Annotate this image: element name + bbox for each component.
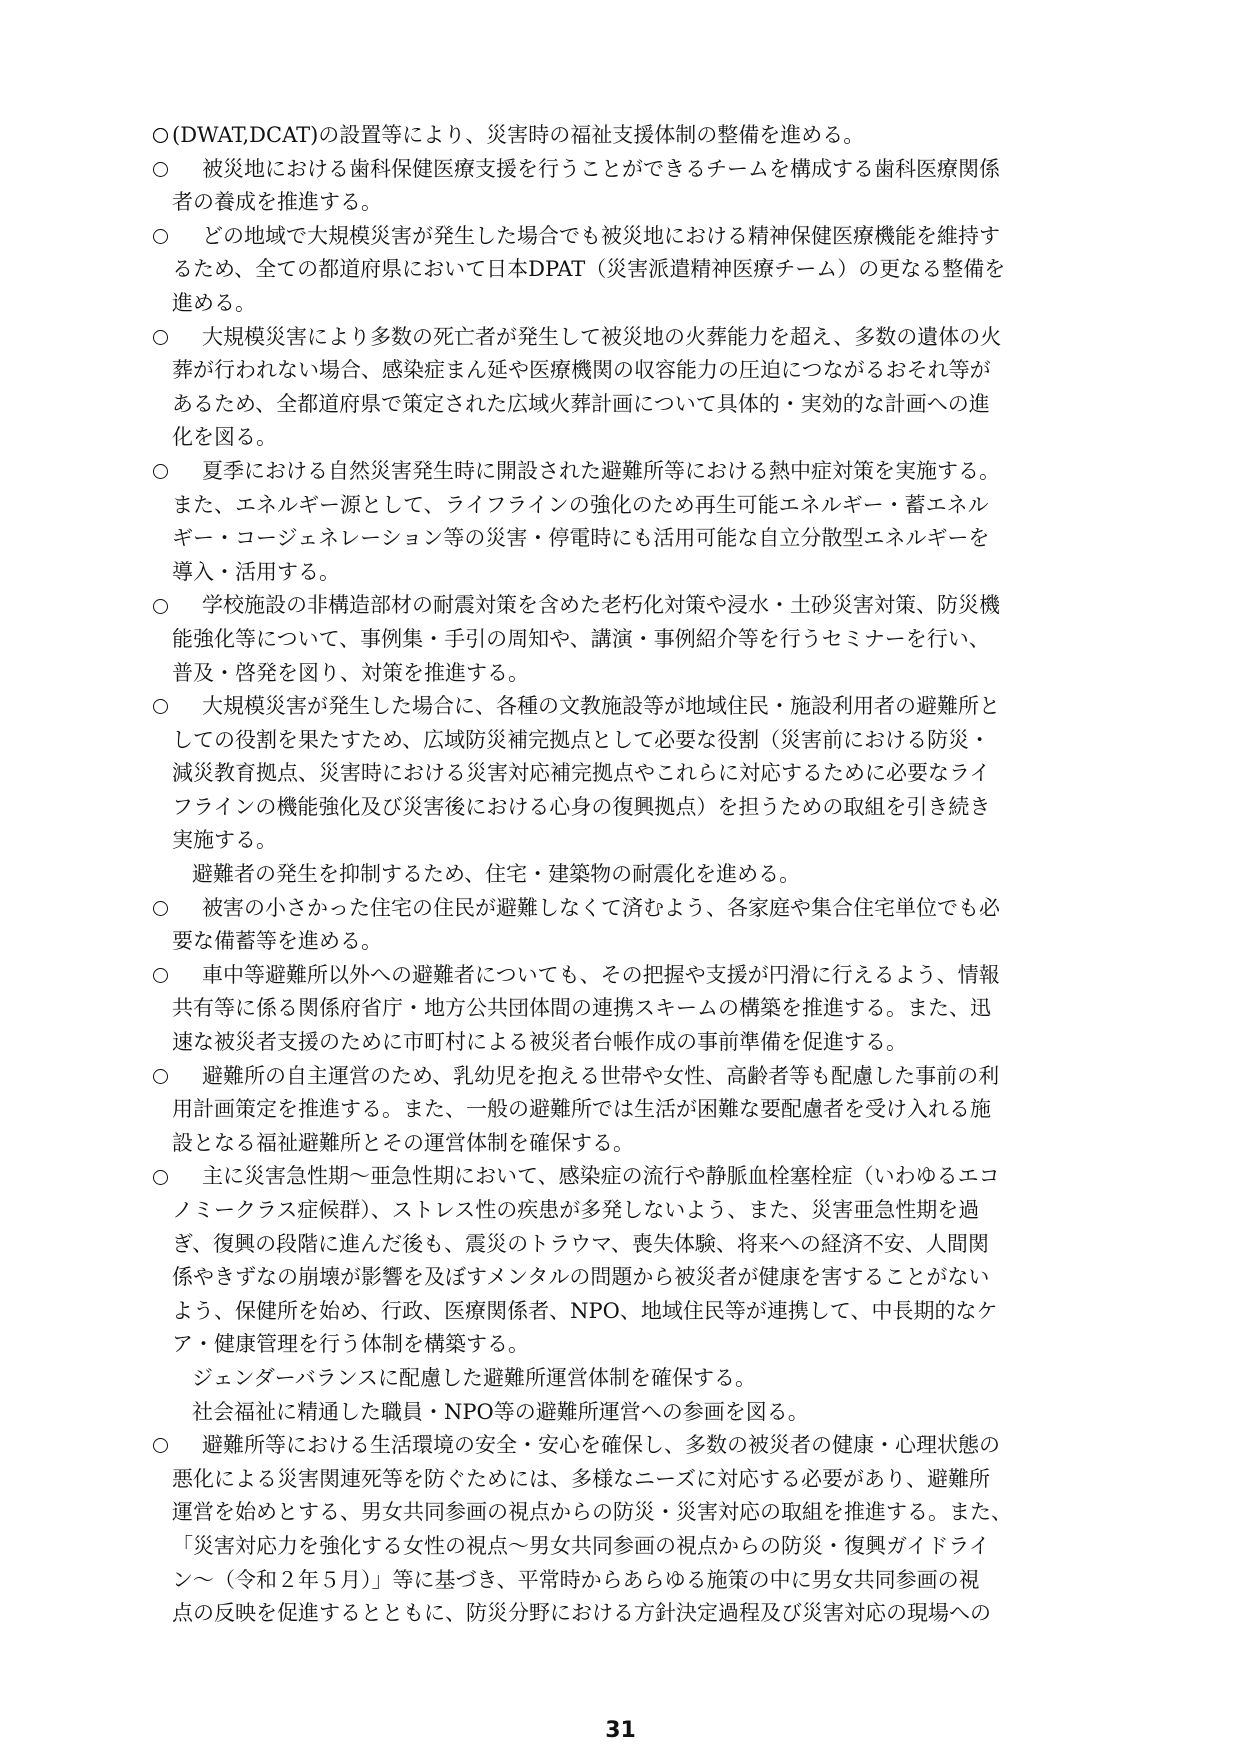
line-text: 避難所等における生活環境の安全・安心を確保し、多数の被災者の健康・心理状態の [202,1433,1000,1458]
line-text: ギー・コージェネレーション等の災害・停電時にも活用可能な自立分散型エネルギーを [172,526,990,551]
line-text: 悪化による災害関連死等を防ぐためには、多様なニーズに対応する必要があり、避難所 [172,1466,990,1491]
line-text: るため、全ての都道府県において日本DPAT（災害派遣精神医療チーム）の更なる整備を [172,257,1006,282]
bullet-line [150,1396,1095,1430]
circle-bullet-icon [150,589,172,623]
circle-bullet-icon [150,153,172,187]
body-text [150,119,1095,1631]
text-line [150,1295,1095,1329]
text-line [150,1261,1095,1295]
text-line [150,253,1095,287]
circle-bullet-icon [150,321,172,355]
text-line [150,186,1095,220]
line-text: 共有等に係る関係府省庁・地方公共団体間の連携スキームの構築を推進する。また、迅 [172,996,991,1021]
line-text: 化を図る。 [172,425,277,450]
line-text: また、エネルギー源として、ライフラインの強化のため再生可能エネルギー・蓄エネル [172,492,989,517]
text-line [150,1328,1095,1362]
circle-bullet-icon [150,690,172,724]
text-line [150,1026,1095,1060]
line-text: 「災害対応力を強化する女性の視点～男女共同参画の視点からの防災・復興ガイドライ [172,1533,990,1558]
line-text: 主に災害急性期～亜急性期において、感染症の流行や静脈血栓塞栓症（いわゆるエコ [202,1164,1000,1189]
circle-bullet-icon [150,455,172,489]
line-text: よう、保健所を始め、行政、医療関係者、NPO、地域住民等が連携して、中長期的なケ [172,1298,998,1323]
line-text: 大規模災害が発生した場合に、各種の文教施設等が地域住民・施設利用者の避難所と [202,694,1000,719]
text-line [150,354,1095,388]
text-line [150,623,1095,657]
bullet-line [150,321,1095,355]
line-text: 者の養成を推進する。 [172,190,382,215]
text-line [150,757,1095,791]
circle-bullet-icon [150,220,172,254]
line-text: 係やきずなの崩壊が影響を及ぼすメンタルの問題から被災者が健康を害することがない [172,1265,990,1290]
line-text: 車中等避難所以外への避難者についても、その把握や支援が円滑に行えるよう、情報 [202,962,1000,987]
page-number: 31 [605,1718,636,1743]
text-line [150,522,1095,556]
text-line [150,388,1095,422]
text-line [150,556,1095,590]
bullet-line [150,959,1095,993]
text-line [150,724,1095,758]
text-line [150,925,1095,959]
text-line [150,1530,1095,1564]
bullet-line [150,858,1095,892]
text-line [150,1127,1095,1161]
line-text: 避難所の自主運営のため、乳幼児を抱える世帯や女性、高齢者等も配慮した事前の利 [202,1063,1000,1088]
line-text: 速な被災者支援のために市町村による被災者台帳作成の事前準備を促進する。 [172,1030,907,1055]
line-text: 避難者の発生を抑制するため、住宅・建築物の耐震化を進める。 [192,862,801,887]
line-text: しての役割を果たすため、広域防災補完拠点として必要な役割（災害前における防災・ [172,727,991,752]
bullet-line [150,589,1095,623]
circle-bullet-icon [150,1429,172,1463]
line-text: 要な備蓄等を進める。 [172,929,382,954]
line-text: 用計画策定を推進する。また、一般の避難所では生活が困難な要配慮者を受け入れる施 [172,1097,991,1122]
line-text: ア・健康管理を行う体制を構築する。 [172,1332,529,1357]
bullet-line [150,690,1095,724]
bullet-line [150,455,1095,489]
text-line [150,119,1095,153]
line-text: ン～（令和２年５月）」等に基づき、平常時からあらゆる施策の中に男女共同参画の視 [172,1567,980,1592]
text-line [150,287,1095,321]
line-text: 葬が行われない場合、感染症まん延や医療機関の収容能力の圧迫につながるおそれ等が [172,358,991,383]
text-line [150,1093,1095,1127]
line-text: どの地域で大規模災害が発生した場合でも被災地における精神保健医療機能を維持す [202,223,1000,248]
circle-bullet-icon [150,959,172,993]
bullet-line [150,220,1095,254]
bullet-line [150,892,1095,926]
line-text: 大規模災害により多数の死亡者が発生して被災地の火葬能力を超え、多数の遺体の火 [202,324,1002,349]
line-text: 被害の小さかった住宅の住民が避難しなくて済むよう、各家庭や集合住宅単位でも必 [202,895,1000,920]
bullet-line [150,153,1095,187]
line-text: 普及・啓発を図り、対策を推進する。 [172,660,529,685]
line-text: 進める。 [172,290,256,315]
text-line [150,992,1095,1026]
bullet-line [150,1429,1095,1463]
text-line [150,1228,1095,1262]
text-line [150,1463,1095,1497]
text-line [150,1194,1095,1228]
text-line [150,1564,1095,1598]
text-line [150,657,1095,691]
line-text: 能強化等について、事例集・手引の周知や、講演・事例紹介等を行うセミナーを行い、 [172,626,990,651]
line-text: ぎ、復興の段階に進んだ後も、震災のトラウマ、喪失体験、将来への経済不安、人間関 [172,1231,989,1256]
text-line [150,791,1095,825]
text-line [150,1597,1095,1631]
line-text: ジェンダーバランスに配慮した避難所運営体制を確保する。 [192,1365,757,1390]
line-text: 社会福祉に精通した職員・NPO等の避難所運営への参画を図る。 [192,1399,809,1424]
line-text: 実施する。 [172,828,277,853]
line-text: (DWAT,DCAT)の設置等により、災害時の福祉支援体制の整備を進める。 [172,123,865,147]
line-text: 被災地における歯科保健医療支援を行うことができるチームを構成する歯科医療関係 [202,156,1000,181]
line-text: 導入・活用する。 [172,559,340,584]
circle-bullet-icon [150,1160,172,1194]
text-line [150,824,1095,858]
bullet-line [150,1362,1095,1396]
line-text: 減災教育拠点、災害時における災害対応補完拠点やこれらに対応するために必要なライ [172,761,991,786]
line-text: 夏季における自然災害発生時に開設された避難所等における熱中症対策を実施する。 [202,458,1000,483]
circle-bullet-icon [150,1060,172,1094]
line-text: 点の反映を促進するとともに、防災分野における方針決定過程及び災害対応の現場への [172,1601,991,1626]
text-line [150,489,1095,523]
line-text: 学校施設の非構造部材の耐震対策を含めた老朽化対策や浸水・土砂災害対策、防災機 [202,593,1000,618]
line-text: 運営を始めとする、男女共同参画の視点からの防災・災害対応の取組を推進する。また、 [172,1500,1012,1525]
line-text: あるため、全都道府県で策定された広域火葬計画について具体的・実効的な計画への進 [172,391,990,416]
text-line [150,421,1095,455]
line-text: ノミークラス症候群）、ストレス性の疾患が多発しないよう、また、災害亜急性期を過 [172,1198,980,1222]
text-line [150,1496,1095,1530]
bullet-line [150,1060,1095,1094]
line-text: 設となる福祉避難所とその運営体制を確保する。 [172,1130,634,1155]
line-text: フラインの機能強化及び災害後における心身の復興拠点）を担うための取組を引き続き [172,794,991,819]
bullet-line [150,1160,1095,1194]
circle-bullet-icon [150,892,172,926]
